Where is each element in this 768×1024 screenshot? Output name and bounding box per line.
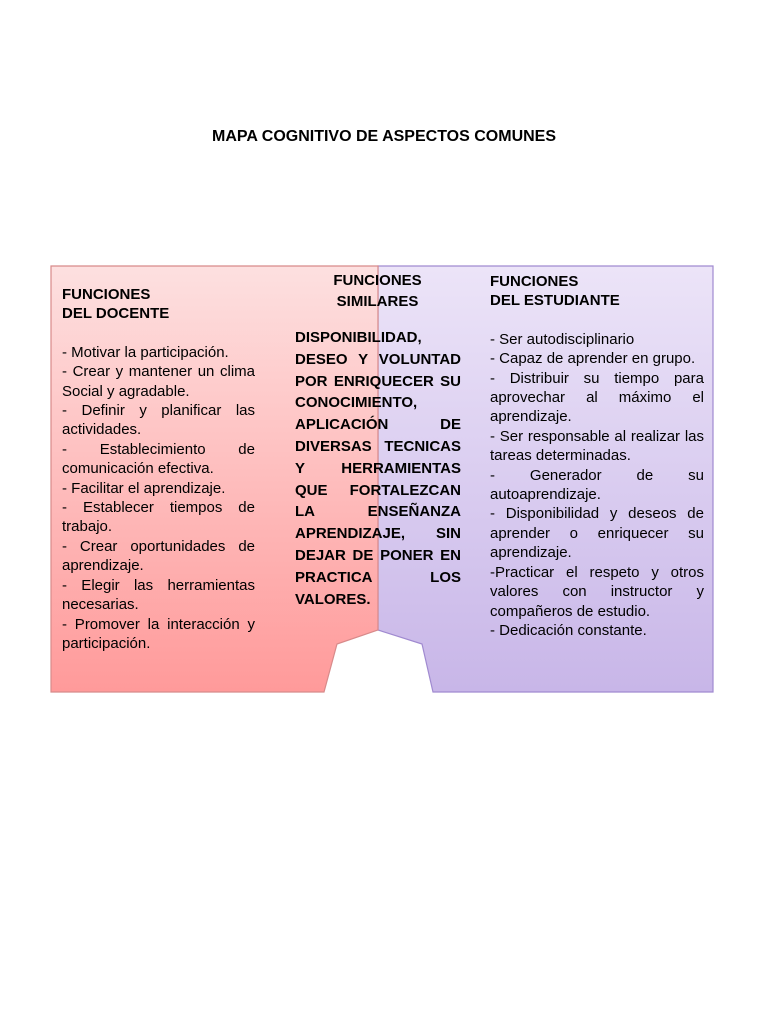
list-item: - Ser responsable al realizar las tareas determinadas.	[490, 427, 704, 465]
student-functions-list	[490, 330, 704, 641]
teacher-functions-list	[62, 343, 255, 654]
page-title: MAPA COGNITIVO DE ASPECTOS COMUNES	[211, 128, 557, 145]
list-item: - Definir y planificar las actividades.	[62, 402, 255, 439]
shared-functions-text: DISPONIBILIDAD, DESEO Y VOLUNTAD POR ENRIQUECER SU CONOCIMIENTO, APLICACIÓN DE DIVERSAS TECNICAS Y HERRAMIENTAS QUE FORTALEZCAN LA ENSEÑANZA APRENDIZAJE, SIN DEJAR DE PONER EN PRACTICA LOS VALORES.	[295, 329, 461, 608]
list-item: - Elegir las herramientas necesarias.	[62, 576, 255, 614]
student-functions-panel	[490, 272, 704, 640]
list-item: - Dedicación constante.	[490, 621, 647, 639]
list-item: - Facilitar el aprendizaje.	[62, 479, 226, 497]
list-item: - Promover la interacción y participación.	[62, 615, 255, 652]
list-item: - Ser autodisciplinario	[490, 330, 635, 348]
list-item: - Capaz de aprender en grupo.	[490, 350, 696, 368]
student-functions-heading: FUNCIONES DEL ESTUDIANTE	[490, 273, 620, 310]
teacher-functions-panel	[62, 285, 255, 653]
list-item: - Distribuir su tiempo para aprovechar al máximo el aprendizaje.	[490, 369, 704, 426]
list-item: -Practicar el respeto y otros valores con instructor y compañeros de estudio.	[490, 563, 704, 620]
teacher-functions-heading: FUNCIONES DEL DOCENTE	[62, 286, 170, 323]
shared-functions-heading: FUNCIONES SIMILARES	[333, 272, 422, 310]
list-item: - Establecimiento de comunicación efectiva.	[62, 440, 255, 478]
list-item: - Generador de su autoaprendizaje.	[490, 466, 704, 504]
list-item: - Disponibilidad y deseos de aprender o enriquecer su aprendizaje.	[490, 505, 704, 562]
list-item: - Crear oportunidades de aprendizaje.	[62, 537, 255, 575]
list-item: - Establecer tiempos de trabajo.	[62, 499, 255, 536]
list-item: - Crear y mantener un clima Social y agradable.	[62, 363, 255, 400]
list-item: - Motivar la participación.	[62, 343, 229, 361]
